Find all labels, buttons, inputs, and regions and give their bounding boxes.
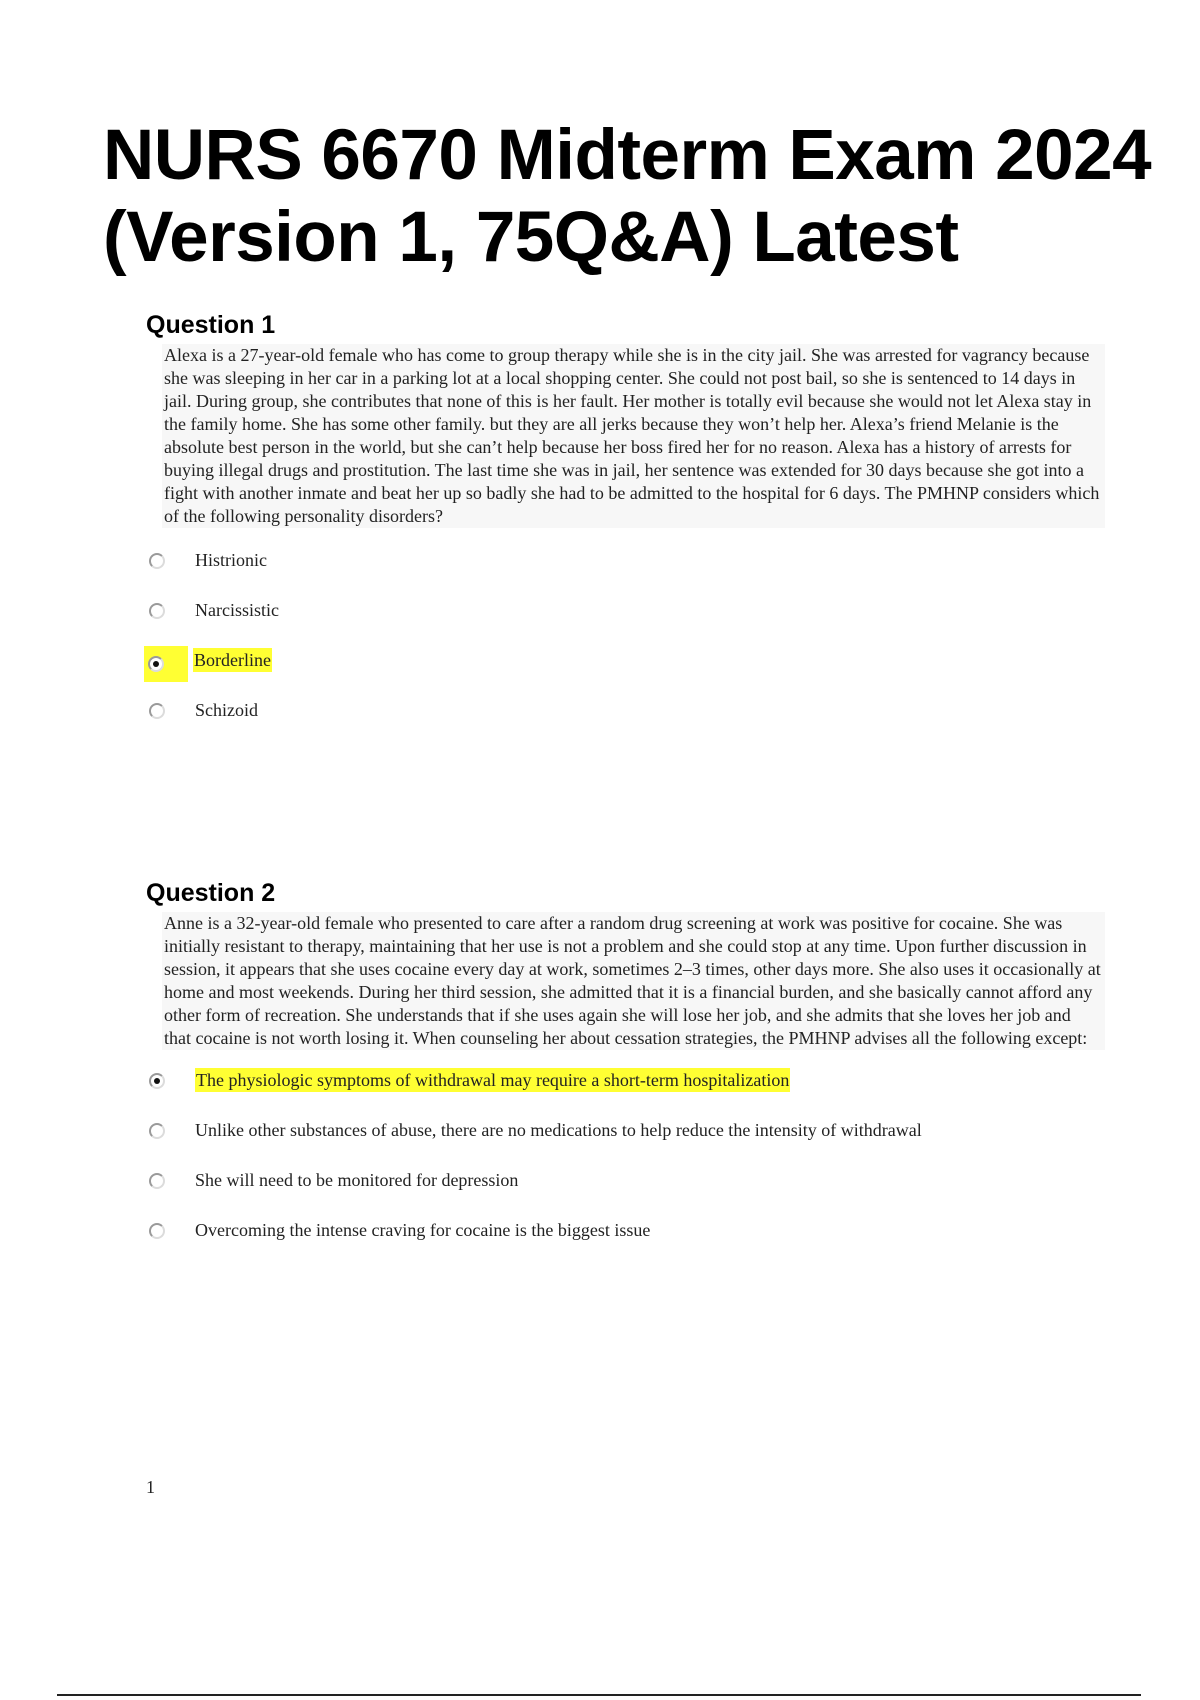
radio-button[interactable] — [146, 1220, 168, 1242]
radio-button[interactable] — [146, 700, 168, 722]
title-line-1: NURS 6670 Midterm Exam 2024 — [103, 116, 1152, 195]
answer-option-label: Borderline — [194, 650, 271, 670]
answer-option-label: Histrionic — [195, 550, 267, 570]
answer-option-no-medications[interactable] — [146, 1118, 1116, 1168]
radio-unselected-icon — [149, 1123, 165, 1139]
answer-option-hospitalization[interactable] — [146, 1068, 1116, 1118]
answer-option-histrionic[interactable] — [146, 548, 1116, 598]
radio-button[interactable] — [146, 550, 168, 572]
radio-button[interactable] — [146, 600, 168, 622]
radio-button[interactable] — [146, 1070, 168, 1092]
answer-options — [146, 1068, 1116, 1268]
answer-options — [146, 548, 1116, 748]
question-text: Anne is a 32-year-old female who presented to care after a random drug screening at work was positive for cocaine. She was initially resistant to therapy, maintaining that her use is not a problem and she could stop at any time. Upon further discussion in session, it appears that she uses cocaine every day at work, sometimes 2–3 times, other days more. She also uses it occasionally at home and most weekends. During her third session, she admitted that it is a financial burden, and she basically cannot afford any other form of recreation. She understands that if she uses again she will lose her job, and she admits that she loves her job and that cocaine is not worth losing it. When counseling her about cessation strategies, the PMHNP advises all the following except: — [162, 912, 1105, 1050]
radio-button[interactable] — [144, 646, 188, 682]
radio-dot-icon — [154, 1078, 160, 1084]
page-number: 1 — [146, 1477, 155, 1497]
radio-unselected-icon — [149, 603, 165, 619]
radio-unselected-icon — [149, 553, 165, 569]
question-text: Alexa is a 27-year-old female who has come to group therapy while she is in the city jail. She was arrested for vagrancy because she was sleeping in her car in a parking lot at a local shopping center. She could not post bail, so she is sentenced to 14 days in jail. During group, she contributes that none of this is her fault. Her mother is totally evil because she would not let Alexa stay in the family home. She has some other family. but they are all jerks because they won’t help her. Alexa’s friend Melanie is the absolute best person in the world, but she can’t help because her boss fired her for no reason. Alexa has a history of arrests for buying illegal drugs and prostitution. The last time she was in jail, her sentence was extended for 30 days because she got into a fight with another inmate and beat her up so badly she had to be admitted to the hospital for 6 days. The PMHNP considers which of the following personality disorders? — [162, 344, 1105, 528]
question-heading: Question 2 — [146, 879, 276, 907]
answer-option-label: Unlike other substances of abuse, there are no medications to help reduce the intensity of withdrawal — [195, 1120, 922, 1140]
title-line-2: (Version 1, 75Q&A) Latest — [103, 198, 959, 277]
page-title — [103, 115, 1193, 279]
answer-option-craving[interactable] — [146, 1218, 1116, 1268]
radio-unselected-icon — [149, 1173, 165, 1189]
question-1 — [146, 310, 1116, 748]
radio-unselected-icon — [149, 1223, 165, 1239]
answer-option-schizoid[interactable] — [146, 698, 1116, 748]
answer-option-borderline[interactable] — [146, 648, 1116, 698]
answer-option-label: Overcoming the intense craving for cocaine is the biggest issue — [195, 1220, 651, 1240]
radio-dot-icon — [153, 661, 159, 667]
question-2 — [146, 878, 1116, 1268]
radio-selected-icon — [148, 656, 164, 672]
footer-divider — [57, 1694, 1141, 1696]
radio-selected-icon — [149, 1073, 165, 1089]
answer-option-label: The physiologic symptoms of withdrawal may require a short-term hospitalization — [196, 1070, 790, 1090]
radio-unselected-icon — [149, 703, 165, 719]
radio-button[interactable] — [146, 1120, 168, 1142]
answer-option-narcissistic[interactable] — [146, 598, 1116, 648]
answer-option-label: Narcissistic — [195, 600, 279, 620]
question-heading: Question 1 — [146, 311, 276, 339]
answer-option-label: She will need to be monitored for depression — [195, 1170, 519, 1190]
radio-button[interactable] — [146, 1170, 168, 1192]
answer-option-depression[interactable] — [146, 1168, 1116, 1218]
answer-option-label: Schizoid — [195, 700, 258, 720]
